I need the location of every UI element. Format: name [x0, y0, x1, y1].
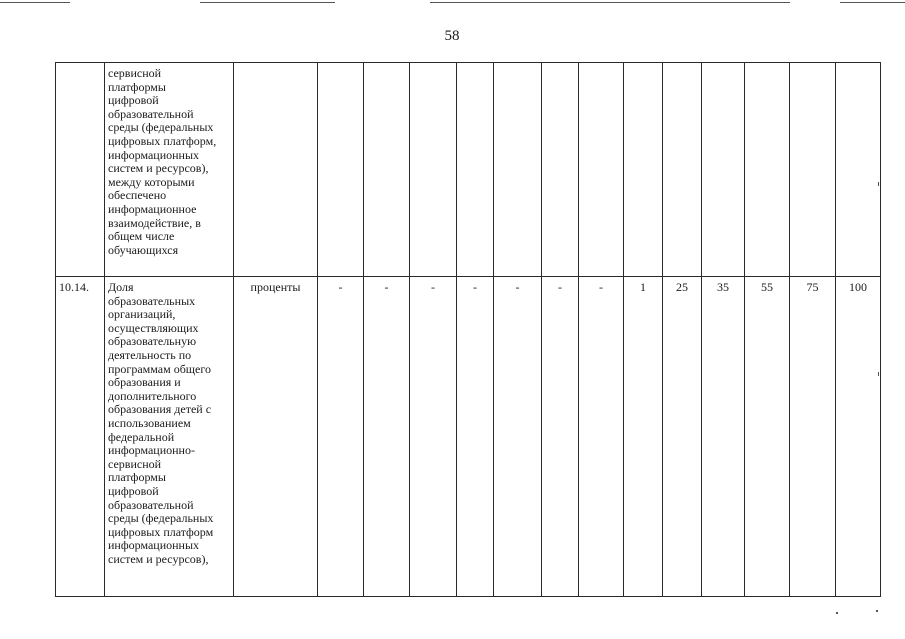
description-line: обучающихся — [108, 242, 179, 257]
row-number-cell: 10.14. — [56, 277, 105, 597]
value-cell: - — [364, 277, 410, 597]
description-line: обеспечено — [108, 188, 167, 203]
description-line: программам общего — [108, 361, 211, 376]
description-line: сервисной — [108, 66, 162, 80]
description-line: организаций, — [108, 307, 176, 322]
description-line: общем числе — [108, 229, 175, 244]
table-row — [56, 63, 881, 277]
value-cell — [790, 63, 836, 277]
description-line: цифровых платформ — [108, 524, 214, 539]
value-cell — [457, 63, 494, 277]
value-cell — [663, 63, 702, 277]
description-line: цифровой — [108, 93, 159, 108]
indicator-description-cell — [105, 63, 234, 277]
value-cell: 100 — [836, 277, 881, 597]
header-rule — [840, 2, 905, 3]
description-line: цифровых платформ, — [108, 133, 217, 148]
description-line: информационных — [108, 147, 200, 162]
description-line: образовательной — [108, 106, 194, 121]
description-line: цифровой — [108, 483, 159, 498]
value-cell: - — [318, 277, 364, 597]
unit-cell: проценты — [234, 277, 318, 597]
header-rule — [430, 2, 790, 3]
description-line: образовательной — [108, 497, 194, 512]
table-row — [56, 277, 881, 597]
value-cell: 55 — [745, 277, 790, 597]
indicator-description-cell — [105, 277, 234, 597]
value-cell: 75 — [790, 277, 836, 597]
description-line: образовательных — [108, 293, 196, 308]
value-cell — [318, 63, 364, 277]
description-line: между которыми — [108, 174, 195, 189]
value-cell — [745, 63, 790, 277]
value-cell: - — [457, 277, 494, 597]
header-rule — [200, 2, 335, 3]
value-cell: - — [579, 277, 624, 597]
value-cell — [836, 63, 881, 277]
description-line: Доля — [108, 280, 134, 294]
scan-speck — [878, 372, 879, 376]
description-line: осуществляющих — [108, 320, 199, 335]
description-line: информационных — [108, 538, 200, 553]
value-cell — [542, 63, 579, 277]
description-line: систем и ресурсов), — [108, 161, 209, 176]
description-line: федеральной — [108, 429, 175, 444]
value-cell: 25 — [663, 277, 702, 597]
value-cell — [410, 63, 457, 277]
indicator-table — [55, 62, 881, 597]
description-line: систем и ресурсов), — [108, 551, 209, 566]
unit-cell — [234, 63, 318, 277]
description-line: платформы — [108, 470, 166, 485]
scan-speck — [876, 610, 878, 612]
description-line: образовательную — [108, 334, 197, 349]
description-line: использованием — [108, 415, 191, 430]
description-line: дополнительного — [108, 388, 197, 403]
page-number: 58 — [444, 28, 460, 44]
scan-speck — [836, 612, 838, 614]
value-cell — [624, 63, 663, 277]
value-cell: 1 — [624, 277, 663, 597]
value-cell — [494, 63, 542, 277]
value-cell: - — [542, 277, 579, 597]
value-cell — [364, 63, 410, 277]
description-line: образования и — [108, 375, 181, 390]
value-cell — [702, 63, 745, 277]
description-line: среды (федеральных — [108, 120, 214, 135]
description-line: информационно- — [108, 443, 195, 458]
value-cell — [579, 63, 624, 277]
description-line: образования детей с — [108, 402, 212, 417]
value-cell: 35 — [702, 277, 745, 597]
row-number-cell — [56, 63, 105, 277]
description-line: информационное — [108, 201, 197, 216]
description-line: сервисной — [108, 456, 162, 471]
description-line: среды (федеральных — [108, 511, 214, 526]
description-line: деятельность по — [108, 347, 192, 362]
description-line: взаимодействие, в — [108, 215, 201, 230]
scan-speck — [878, 182, 879, 186]
header-rule — [0, 2, 70, 3]
value-cell: - — [494, 277, 542, 597]
value-cell: - — [410, 277, 457, 597]
description-line: платформы — [108, 79, 166, 94]
